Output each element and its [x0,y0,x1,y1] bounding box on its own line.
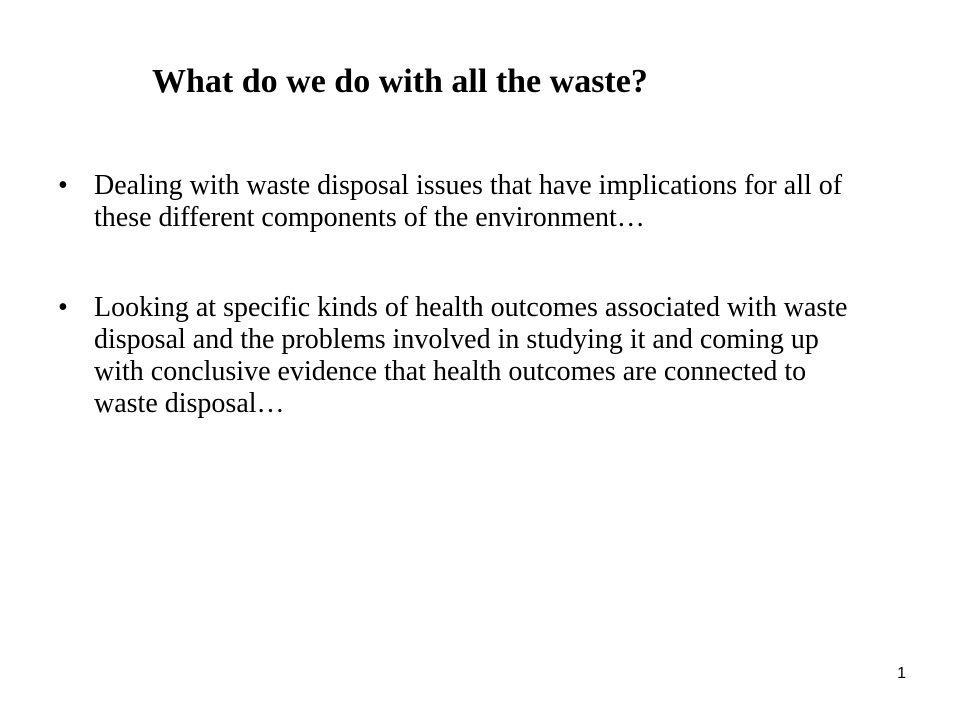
slide-title: What do we do with all the waste? [152,63,648,100]
page-number: 1 [897,665,906,682]
bullet-item [58,170,858,234]
bullet-item [58,292,858,420]
bullet-list [58,170,858,478]
bullet-text: Dealing with waste disposal issues that have implications for all of these different components of the environment… [94,170,843,233]
bullet-text: Looking at specific kinds of health outcomes associated with waste disposal and the problems involved in studying it and coming up with conclusive evidence that health outcomes are connected to waste disposal… [94,292,848,419]
bullet-icon: • [58,292,68,323]
bullet-icon: • [58,170,68,201]
